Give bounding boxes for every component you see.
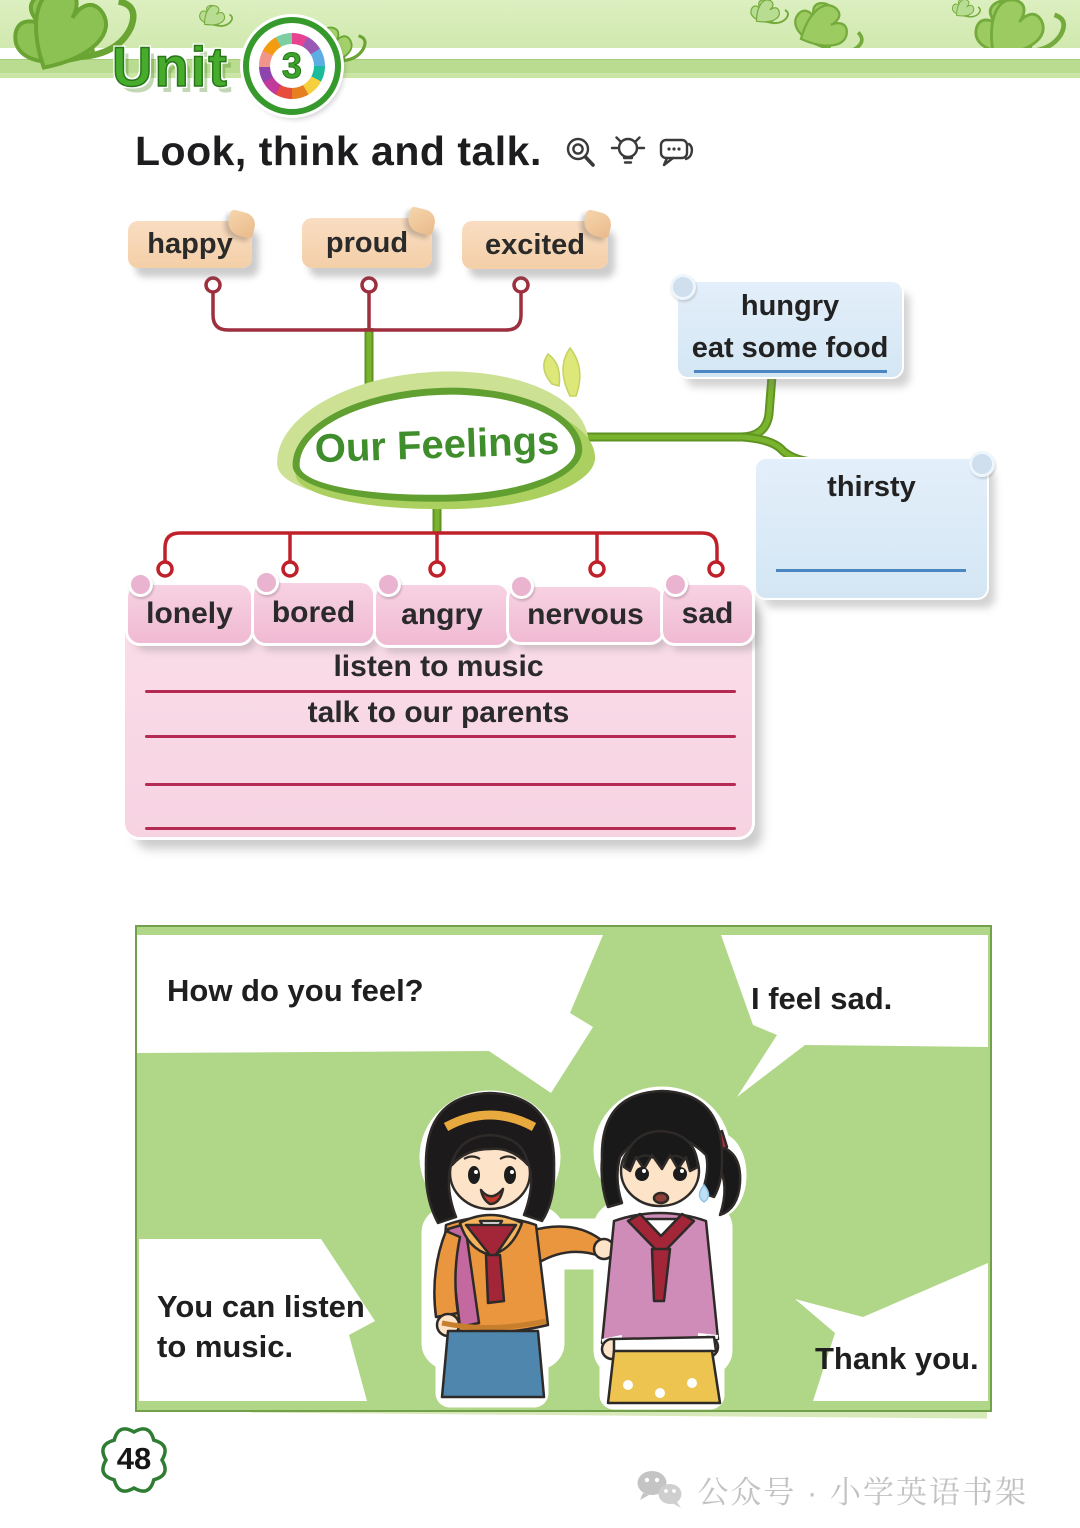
wechat-icon bbox=[635, 1469, 685, 1511]
tag-label: bored bbox=[271, 596, 356, 629]
tag-sad bbox=[663, 585, 752, 643]
tag-fold-corner bbox=[405, 206, 437, 236]
page-number-badge bbox=[94, 1420, 174, 1500]
unit-number: 3 bbox=[270, 44, 314, 88]
panel-line1-text: listen to music bbox=[333, 650, 544, 683]
tag-label: excited bbox=[485, 228, 585, 261]
unit-badge bbox=[112, 20, 341, 112]
tag-bored bbox=[254, 583, 373, 643]
unit-label: Unit bbox=[112, 34, 229, 98]
dialogue-scene bbox=[135, 925, 992, 1412]
tag-lonely bbox=[128, 585, 251, 643]
magnifier-icon bbox=[562, 132, 600, 172]
bubble-question-text: How do you feel? bbox=[167, 973, 424, 1008]
top-red-bracket bbox=[213, 292, 521, 330]
tag-nervous bbox=[509, 587, 662, 642]
mindmap-center-label: Our Feelings bbox=[314, 418, 560, 471]
tag-label: sad bbox=[681, 597, 734, 630]
page-number: 48 bbox=[116, 1441, 152, 1476]
panel-line2-text: talk to our parents bbox=[307, 696, 570, 729]
note-answer: eat some food bbox=[691, 332, 889, 364]
tag-pin bbox=[663, 572, 688, 597]
note-title: thirsty bbox=[827, 471, 916, 503]
tag-label: proud bbox=[325, 226, 409, 259]
bottom-red-bracket bbox=[165, 533, 717, 562]
note-hungry bbox=[678, 282, 902, 377]
write-line[interactable] bbox=[145, 827, 736, 830]
note-thirsty bbox=[756, 459, 987, 598]
write-line[interactable] bbox=[145, 690, 736, 693]
two-girls-illustration bbox=[362, 1073, 792, 1410]
tag-excited bbox=[462, 221, 608, 269]
tag-pin bbox=[376, 572, 401, 597]
tag-fold-corner bbox=[581, 209, 613, 239]
chat-icon bbox=[656, 132, 696, 172]
bubble-thanks-text: Thank you. bbox=[815, 1341, 979, 1376]
leaf-sprout-icon bbox=[532, 338, 602, 400]
watermark-text: 公众号 · 小学英语书架 bbox=[697, 1475, 1028, 1510]
note-write-line[interactable] bbox=[694, 370, 887, 373]
tag-happy bbox=[128, 221, 252, 268]
activity-icons bbox=[562, 132, 696, 172]
bubble-answer-text: I feel sad. bbox=[751, 981, 893, 1016]
bubble-suggestion-line2: to music. bbox=[157, 1329, 294, 1364]
watermark bbox=[635, 1467, 1028, 1512]
note-write-line[interactable] bbox=[776, 569, 966, 572]
write-line[interactable] bbox=[145, 783, 736, 786]
tag-pin bbox=[254, 570, 279, 595]
tag-pin bbox=[128, 572, 153, 597]
activity-title-row bbox=[135, 128, 696, 175]
unit-number-color-ring bbox=[259, 33, 325, 99]
write-line[interactable] bbox=[145, 735, 736, 738]
note-title: hungry bbox=[740, 290, 840, 322]
unit-number-badge bbox=[243, 17, 341, 115]
tag-proud bbox=[302, 218, 432, 268]
bubble-suggestion-line1: You can listen bbox=[157, 1289, 365, 1324]
activity-title: Look, think and talk. bbox=[135, 128, 542, 174]
tag-label: lonely bbox=[146, 597, 233, 630]
tag-pin bbox=[509, 574, 534, 599]
lightbulb-icon bbox=[608, 132, 648, 172]
tag-label: angry bbox=[401, 598, 483, 631]
tag-label: nervous bbox=[527, 597, 644, 631]
tag-angry bbox=[376, 585, 508, 645]
tag-label: happy bbox=[147, 228, 233, 260]
